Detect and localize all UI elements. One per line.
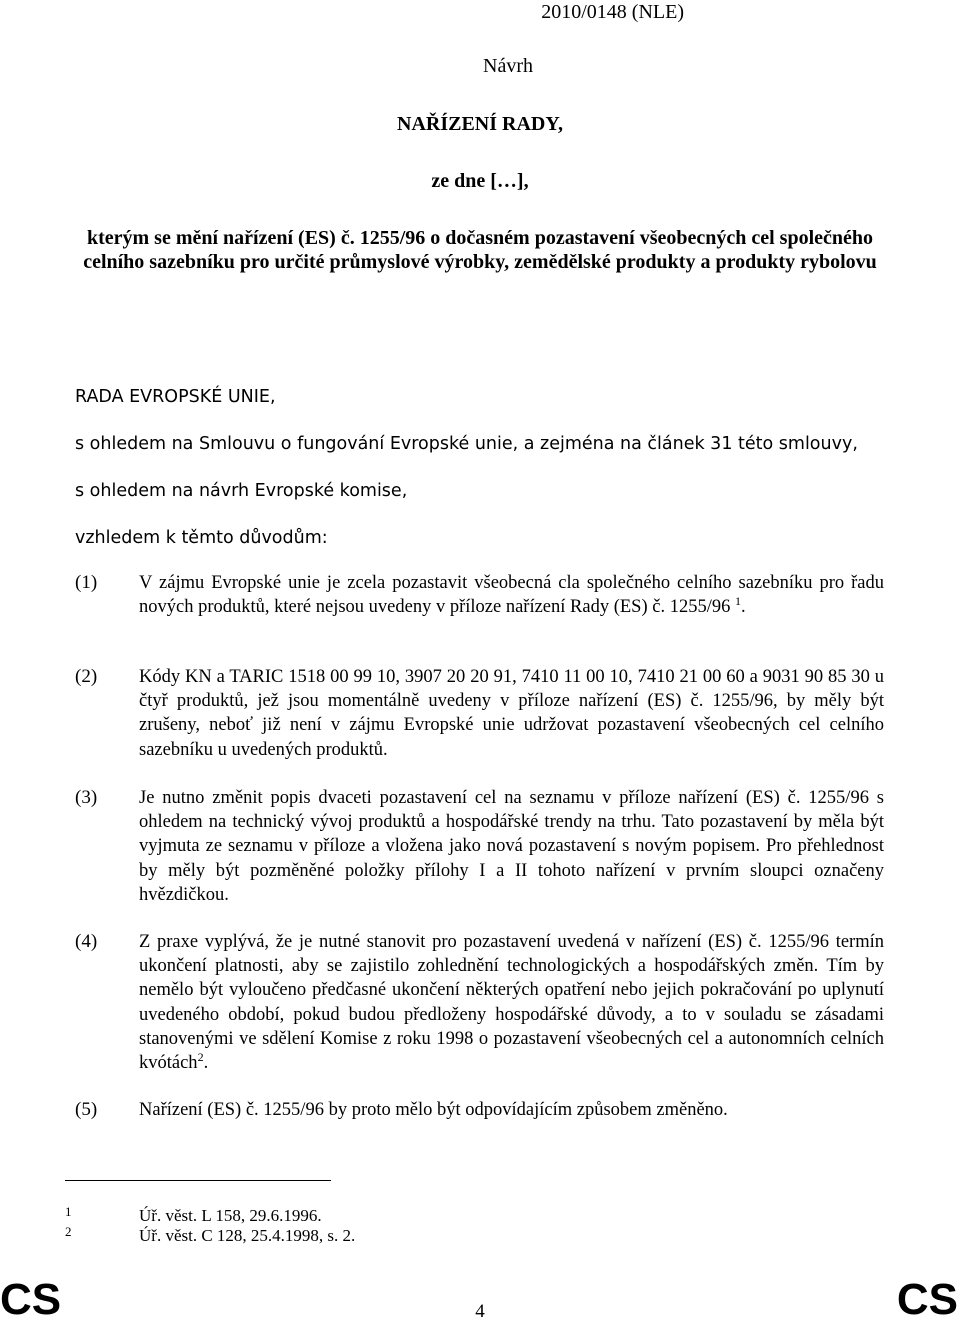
regulation-subject: kterým se mění nařízení (ES) č. 1255/96 o dočasném pozastavení všeobecných cel společného celního sazebníku pro určité průmyslové výrobky, zemědělské produkty a produkty rybolovu	[83, 227, 877, 273]
recital-text: Je nutno změnit popis dvaceti pozastavení cel na seznamu v příloze nařízení (ES) č. 1255/96 s ohledem na technický vývoj produktů a hospodářské trendy na trhu. Tato pozastavení by měla být vyjmuta ze seznamu v příloze a vložena jako nová pozastavení s novým popisem. Pro přehlednost by měly být pozměněné položky přílohy I a II tohoto nařízení v prvním sloupci označeny hvězdičkou.	[139, 788, 884, 905]
footnote-number: 1	[65, 1204, 72, 1219]
date-line: ze dne […],	[431, 170, 529, 192]
recital-number: (2)	[75, 666, 98, 687]
page-number: 4	[475, 1301, 485, 1322]
recital-number: (3)	[75, 787, 98, 808]
footnote-reference: 1	[734, 594, 741, 609]
recital-number: (1)	[75, 572, 98, 593]
language-code-right: CS	[896, 1275, 958, 1324]
having-regard-treaty: s ohledem na Smlouvu o fungování Evropské unie, a zejména na článek 31 této smlouvy,	[75, 434, 858, 454]
footnote-reference: 2	[197, 1050, 204, 1065]
recital-text: Z praxe vyplývá, že je nutné stanovit pro pozastavení uvedená v nařízení (ES) č. 1255/96 termín ukončení platnosti, aby se zajistilo zohlednění technologických a hospodářských změn. Tím by nemělo být vyloučeno předčasné ukončení některých opatření nebo jejich pokračování po uplynutí uvedeného období, pokud budou předloženy hospodářské důvody, a to v souladu se zásadami stanovenými ve sdělení Komise z roku 1998 o pozastavení všeobecných cel a autonomních celních kvótách$^2$.	[139, 932, 884, 1074]
footnote-text: Úř. věst. L 158, 29.6.1996.	[139, 1206, 322, 1225]
document-reference: 2010/0148 (NLE)	[541, 1, 684, 23]
footnote-separator	[65, 1180, 331, 1181]
footnote-text: Úř. věst. C 128, 25.4.1998, s. 2.	[139, 1226, 356, 1245]
recital-number: (5)	[75, 1099, 98, 1120]
recital-number: (4)	[75, 931, 98, 952]
whereas-line: vzhledem k těmto důvodům:	[75, 528, 328, 548]
recital-text: Nařízení (ES) č. 1255/96 by proto mělo být odpovídajícím způsobem změněno.	[139, 1100, 728, 1120]
recital-text: V zájmu Evropské unie je zcela pozastavit všeobecná cla společného celního sazebníku pro řadu nových produktů, které nejsou uvedeny v příloze nařízení Rady (ES) č. 1255/96 $^1$.	[139, 573, 884, 618]
regulation-title: NAŘÍZENÍ RADY,	[397, 113, 563, 135]
having-regard-proposal: s ohledem na návrh Evropské komise,	[75, 481, 408, 501]
footnote-number: 2	[65, 1224, 72, 1239]
language-code-left: CS	[0, 1275, 62, 1324]
proposal-label: Návrh	[483, 55, 533, 77]
recital-text: Kódy KN a TARIC 1518 00 99 10, 3907 20 20 91, 7410 11 00 10, 7410 21 00 60 a 9031 90 85 30 u čtyř produktů, jež jsou momentálně uvedeny v příloze nařízení (ES) č. 1255/96, by měly být zrušeny, neboť již není v zájmu Evropské unie udržovat pozastavení všeobecných cel celního sazebníku u uvedených produktů.	[139, 667, 884, 760]
council-line: RADA EVROPSKÉ UNIE,	[75, 387, 276, 407]
